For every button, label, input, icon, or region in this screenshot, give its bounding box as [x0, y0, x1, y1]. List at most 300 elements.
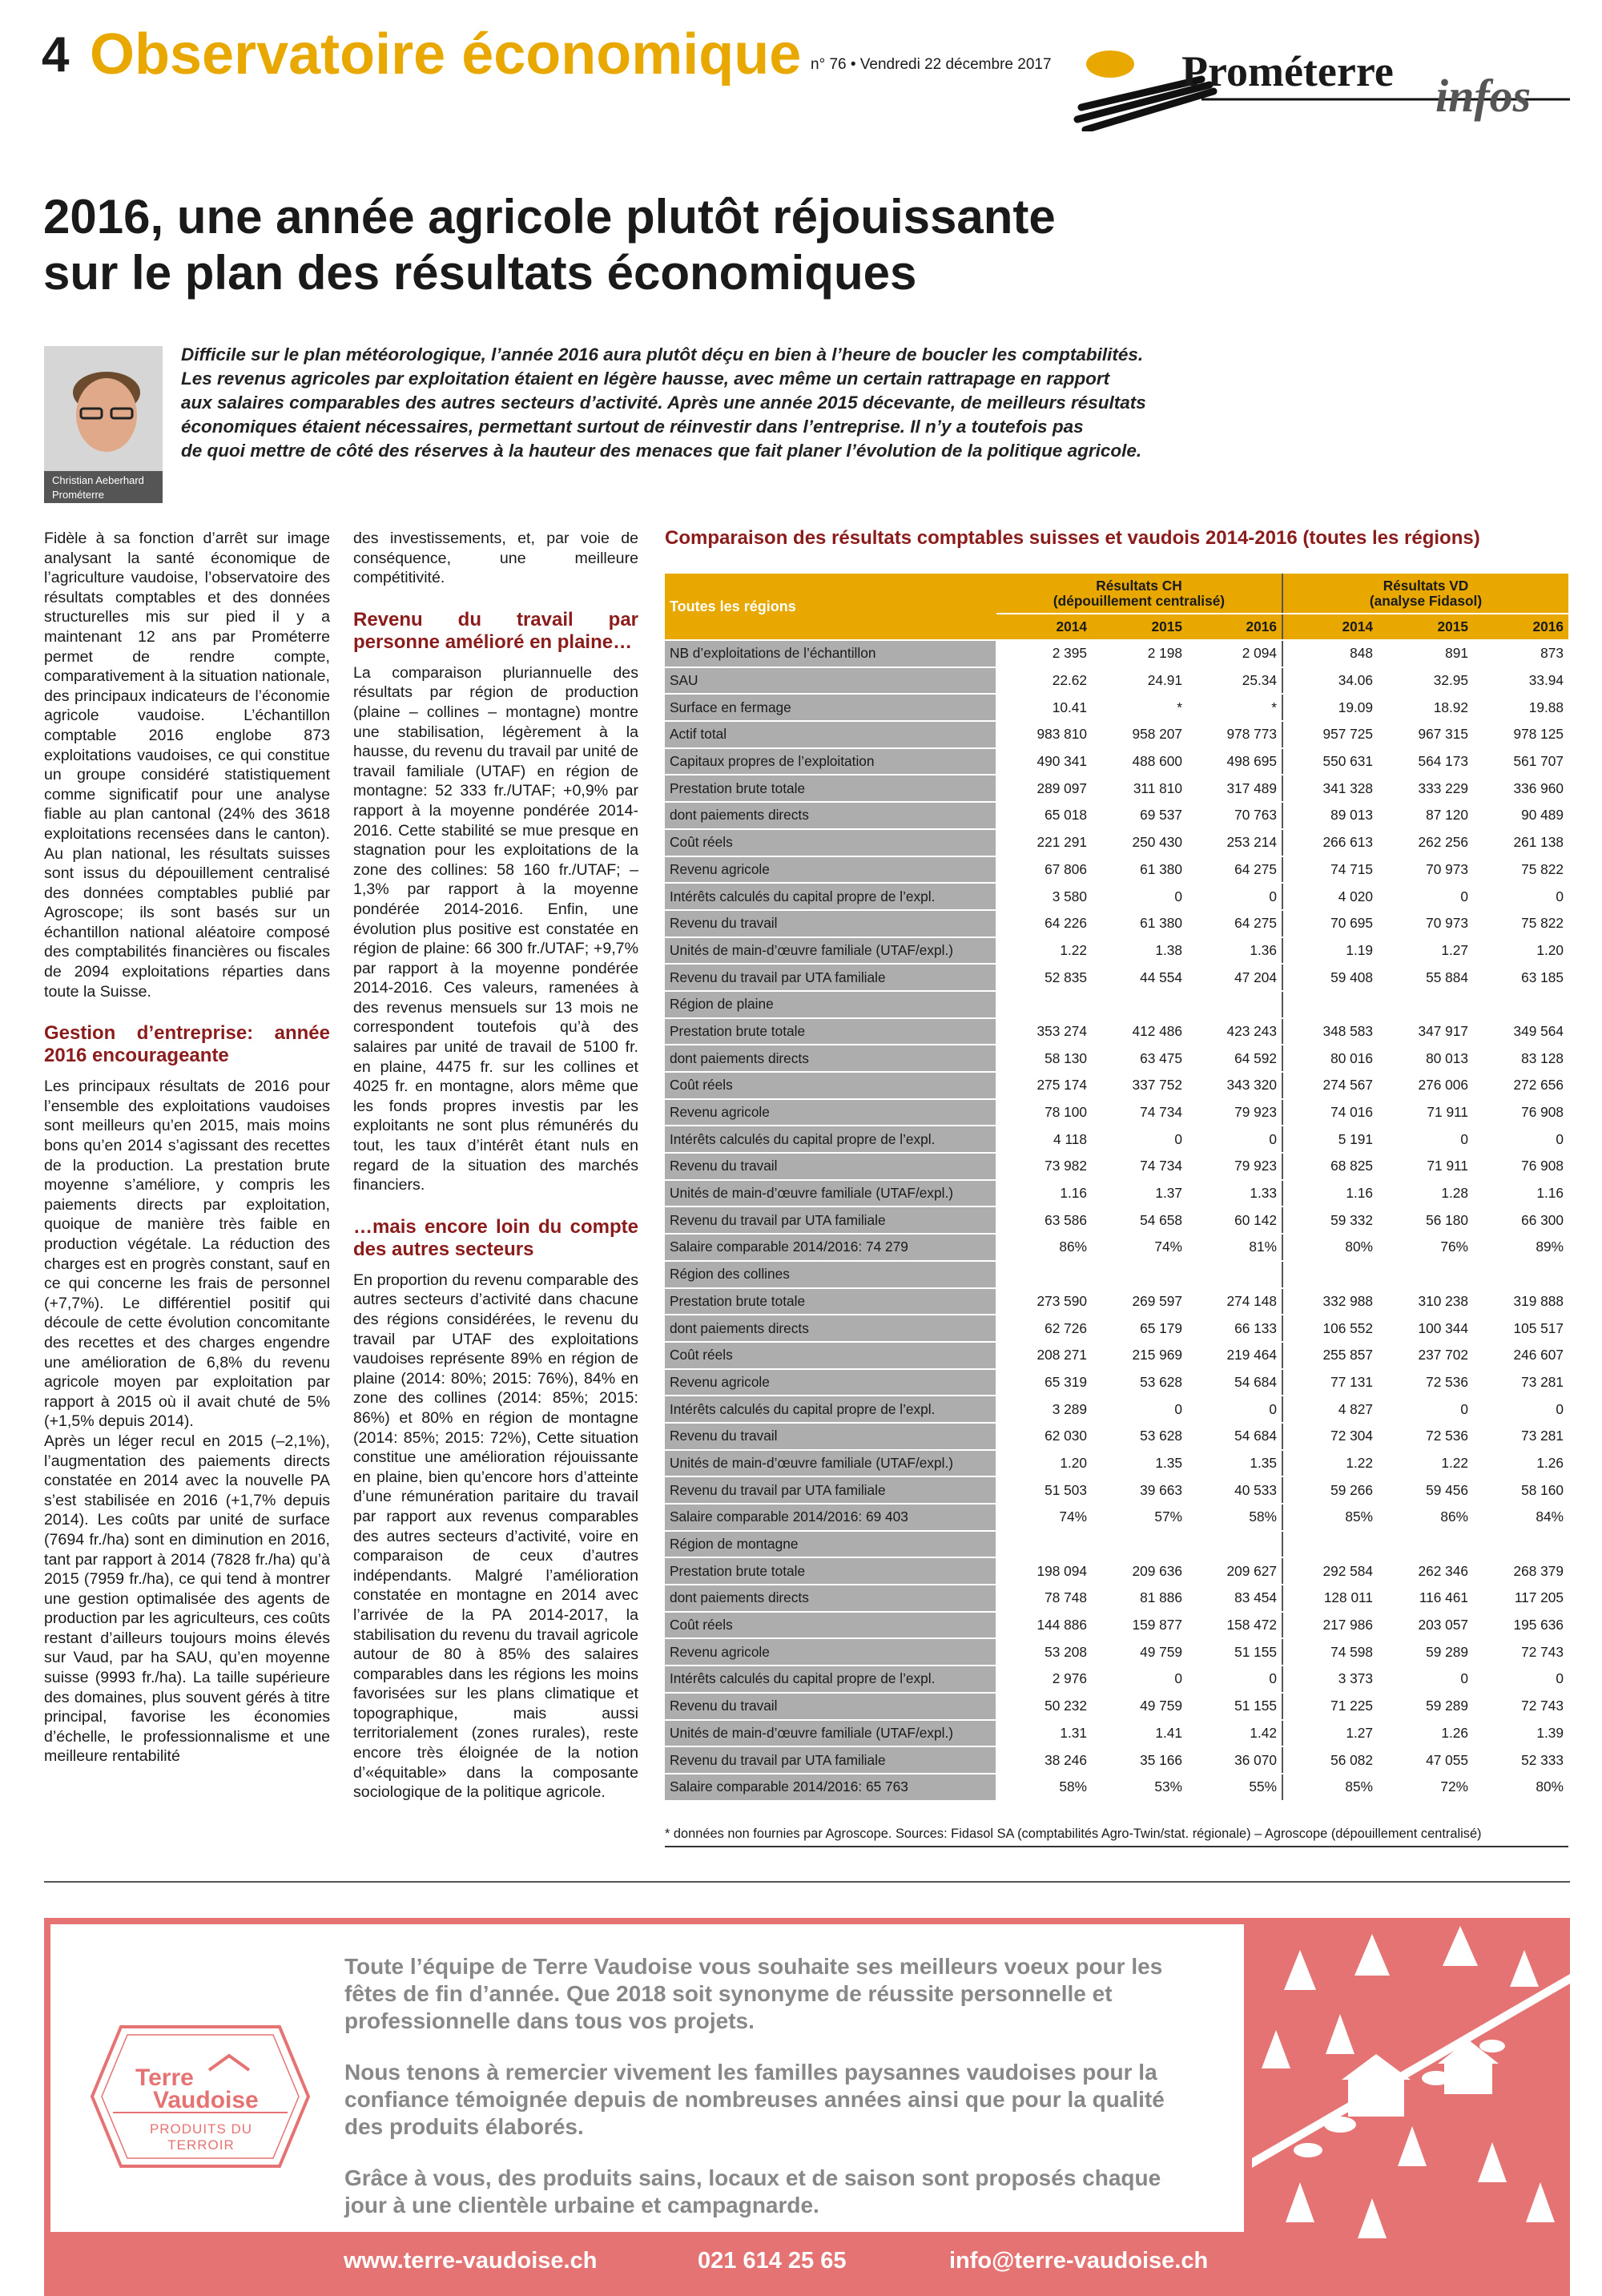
table-cell: 56 180: [1378, 1206, 1473, 1234]
table-cell: 53 208: [996, 1638, 1092, 1666]
group-title: Résultats CH: [1096, 577, 1182, 594]
winter-scene-illustration: [1252, 1918, 1570, 2246]
table-cell: 70 763: [1187, 802, 1282, 829]
table-cell: [996, 1531, 1092, 1558]
table-cell: 1.26: [1473, 1450, 1568, 1477]
table-cell: 343 320: [1187, 1072, 1282, 1099]
table-cell: 1.22: [996, 937, 1092, 965]
table-cell: 978 125: [1473, 721, 1568, 748]
table-cell: 273 590: [996, 1288, 1092, 1315]
row-label: dont paiements directs: [665, 1315, 996, 1342]
table-cell: 1.41: [1092, 1720, 1187, 1747]
table-cell: 61 380: [1092, 856, 1187, 884]
table-cell: 266 613: [1282, 829, 1378, 856]
advertisement: [44, 1918, 1570, 2296]
table-cell: 1.42: [1187, 1720, 1282, 1747]
table-row: [665, 1585, 1568, 1612]
table-cell: 47 204: [1187, 964, 1282, 991]
table-cell: *: [1092, 694, 1187, 721]
table-cell: 0: [1187, 1126, 1282, 1153]
year-header: 2014: [1282, 614, 1378, 640]
table-cell: 33.94: [1473, 667, 1568, 695]
row-label: Coût réels: [665, 829, 996, 856]
table-corner-header: Toutes les régions: [665, 574, 996, 640]
row-label: Salaire comparable 2014/2016: 65 763: [665, 1774, 996, 1801]
table-cell: 34.06: [1282, 667, 1378, 695]
row-label: Prestation brute totale: [665, 1018, 996, 1045]
table-cell: 332 988: [1282, 1288, 1378, 1315]
row-label: dont paiements directs: [665, 1585, 996, 1612]
author-org: Prométerre: [52, 489, 105, 501]
table-cell: 53 628: [1092, 1369, 1187, 1396]
table-cell: 32.95: [1378, 667, 1473, 695]
table-cell: 128 011: [1282, 1585, 1378, 1612]
lead-line: économiques étaient nécessaires, permettant surtout de réinvestir dans l’entreprise. Il n’y a toutefois pas: [181, 417, 1084, 437]
table-row: [665, 775, 1568, 802]
year-header: 2015: [1378, 614, 1473, 640]
table-cell: 317 489: [1187, 775, 1282, 802]
table-cell: 10.41: [996, 694, 1092, 721]
table-cell: 0: [1092, 1396, 1187, 1423]
table-cell: 0: [1187, 1396, 1282, 1423]
table-cell: 2 094: [1187, 640, 1282, 667]
table-cell: 74%: [1092, 1234, 1187, 1261]
row-label: Revenu agricole: [665, 1369, 996, 1396]
table-cell: 564 173: [1378, 748, 1473, 775]
table-cell: 58%: [1187, 1504, 1282, 1531]
table-cell: 2 198: [1092, 640, 1187, 667]
table-cell: 337 752: [1092, 1072, 1187, 1099]
row-label: Revenu agricole: [665, 1099, 996, 1126]
row-label: Revenu agricole: [665, 856, 996, 884]
row-label: Région des collines: [665, 1261, 996, 1288]
table-cell: 86%: [1378, 1504, 1473, 1531]
table-cell: 62 726: [996, 1315, 1092, 1342]
body-paragraph: Les principaux résultats de 2016 pour l’ensemble des exploitations vaudoises sont meilleurs qu’en 2015, mais moins bons qu’en 2014 s’agissant des recettes de la production. La prestation brute moyenne s’améliore, y compris les paiements directs par exploitation, quoique de manière très faible en production végétale. La réduction des charges est en progrès constant, sauf en ce qui concerne les frais de personnel (+7,7%). Le différentiel positif qui découle de cette évolution concomitante des recettes et des charges engendre une amélioration de 6,8% du revenu agricole moyen par exploitation par rapport à 2015 où il avait chuté de 5% (+1,5% depuis 2014).: [44, 1078, 330, 1431]
table-cell: 78 100: [996, 1099, 1092, 1126]
table-cell: 3 580: [996, 883, 1092, 910]
year-header: 2015: [1092, 614, 1187, 640]
table-cell: 255 857: [1282, 1342, 1378, 1369]
table-cell: 5 191: [1282, 1126, 1378, 1153]
table-row: [665, 1504, 1568, 1531]
table-cell: 79 923: [1187, 1153, 1282, 1180]
row-label: Coût réels: [665, 1612, 996, 1639]
table-cell: 74 715: [1282, 856, 1378, 884]
table-row: [665, 1045, 1568, 1072]
table-cell: 58%: [996, 1774, 1092, 1801]
table-cell: 209 627: [1187, 1557, 1282, 1585]
table-cell: 423 243: [1187, 1018, 1282, 1045]
article-column-1: [44, 529, 330, 1766]
row-label: Prestation brute totale: [665, 1288, 996, 1315]
table-header-row: [665, 574, 1568, 614]
table-row: [665, 802, 1568, 829]
table-cell: 67 806: [996, 856, 1092, 884]
table-cell: 53 628: [1092, 1423, 1187, 1450]
row-label: Intérêts calculés du capital propre de l’expl.: [665, 1666, 996, 1693]
table-cell: [996, 1261, 1092, 1288]
table-cell: 0: [1378, 1666, 1473, 1693]
table-cell: [996, 991, 1092, 1018]
table-cell: 69 537: [1092, 802, 1187, 829]
table-cell: 55%: [1187, 1774, 1282, 1801]
table-cell: 261 138: [1473, 829, 1568, 856]
row-label: Région de montagne: [665, 1531, 996, 1558]
lead-paragraph: [181, 343, 1246, 463]
table-cell: 35 166: [1092, 1746, 1187, 1774]
table-cell: 55 884: [1378, 964, 1473, 991]
table-cell: 1.36: [1187, 937, 1282, 965]
ad-message: [344, 1953, 1202, 2243]
body-paragraph: Fidèle à sa fonction d’arrêt sur image analysant la santé économique de l’agriculture vaudoise, l’observatoire des résultats comptables et des données structurelles mis sur pied il y a maintenant 12 ans par Prométerre permet de rendre compte, comparativement à la situation nationale, des principaux indicateurs de l’économie agricole vaudoise. L’échantillon comptable 2016 englobe 873 exploitations vaudoises, ce qui constitue un groupe considéré statistiquement comme significatif pour une analyse fiable au plan cantonal (24% des 3618 exploitations recensées dans le canton). Au plan national, les résultats suisses sont issus du dépouillement centralisé des données comptables publié par Agroscope; ils sont basés sur un échantillon national aléatoire composé des comptabilités financières ou fiscales de 2094 exploitations réparties dans toute la Suisse.: [44, 530, 330, 1001]
table-cell: [1187, 1261, 1282, 1288]
table-cell: 19.88: [1473, 694, 1568, 721]
table-cell: [1092, 1261, 1187, 1288]
lead-line: de quoi mettre de côté des réserves à la hauteur des menaces que fait planer l’évolution de la politique agricole.: [181, 441, 1142, 461]
table-cell: 262 256: [1378, 829, 1473, 856]
table-cell: 311 810: [1092, 775, 1187, 802]
table-cell: 0: [1092, 883, 1187, 910]
table-cell: 1.16: [996, 1180, 1092, 1207]
table-cell: 498 695: [1187, 748, 1282, 775]
table-row: [665, 1126, 1568, 1153]
table-cell: 54 658: [1092, 1206, 1187, 1234]
table-cell: 72 743: [1473, 1693, 1568, 1720]
table-row: [665, 883, 1568, 910]
table-cell: 4 020: [1282, 883, 1378, 910]
table-row: [665, 1206, 1568, 1234]
table-cell: 0: [1378, 883, 1473, 910]
table-cell: 49 759: [1092, 1693, 1187, 1720]
table-row: [665, 1612, 1568, 1639]
row-label: Surface en fermage: [665, 694, 996, 721]
group-subtitle: (dépouillement centralisé): [1053, 592, 1226, 609]
table-cell: 60 142: [1187, 1206, 1282, 1234]
table-cell: 2 976: [996, 1666, 1092, 1693]
table-cell: 1.35: [1187, 1450, 1282, 1477]
table-cell: 1.38: [1092, 937, 1187, 965]
row-label: Revenu du travail par UTA familiale: [665, 1476, 996, 1504]
table-row: [665, 1557, 1568, 1585]
table-row: [665, 667, 1568, 695]
table-cell: 71 911: [1378, 1153, 1473, 1180]
table-cell: [1092, 991, 1187, 1018]
divider: [44, 1881, 1570, 1883]
row-label: Unités de main-d’œuvre familiale (UTAF/expl.): [665, 1450, 996, 1477]
headline: [43, 189, 1165, 301]
table-cell: 77 131: [1282, 1369, 1378, 1396]
table-cell: 74 598: [1282, 1638, 1378, 1666]
row-label: Revenu du travail: [665, 1423, 996, 1450]
table-cell: 83 128: [1473, 1045, 1568, 1072]
table-row: [665, 694, 1568, 721]
table-row: [665, 1450, 1568, 1477]
table-cell: 70 973: [1378, 910, 1473, 937]
table-row: [665, 1693, 1568, 1720]
table-cell: 341 328: [1282, 775, 1378, 802]
table-cell: 72 536: [1378, 1423, 1473, 1450]
row-label: dont paiements directs: [665, 802, 996, 829]
table-cell: [1378, 1531, 1473, 1558]
table-cell: 0: [1092, 1126, 1187, 1153]
table-cell: 72 536: [1378, 1369, 1473, 1396]
table-cell: 488 600: [1092, 748, 1187, 775]
table-cell: 1.20: [1473, 937, 1568, 965]
lead-line: Les revenus agricoles par exploitation étaient en légère hausse, avec même un certain rattrapage en rapport: [181, 369, 1110, 389]
row-label: Coût réels: [665, 1072, 996, 1099]
table-cell: 292 584: [1282, 1557, 1378, 1585]
table-cell: 958 207: [1092, 721, 1187, 748]
table-row: [665, 1476, 1568, 1504]
table-cell: 3 373: [1282, 1666, 1378, 1693]
table-cell: 80%: [1282, 1234, 1378, 1261]
table-row: [665, 748, 1568, 775]
table-cell: 2 395: [996, 640, 1092, 667]
table-cell: 333 229: [1378, 775, 1473, 802]
table-cell: 1.16: [1282, 1180, 1378, 1207]
table-cell: 873: [1473, 640, 1568, 667]
table-cell: 39 663: [1092, 1476, 1187, 1504]
badge-tagline: PRODUITS DU TERROIR: [149, 2121, 253, 2153]
group-header-vd: [1282, 574, 1568, 614]
table-cell: 75 822: [1473, 856, 1568, 884]
table-cell: 63 586: [996, 1206, 1092, 1234]
table-cell: 70 695: [1282, 910, 1378, 937]
table-cell: 1.27: [1282, 1720, 1378, 1747]
table-cell: 58 160: [1473, 1476, 1568, 1504]
author-name: Christian Aeberhard: [52, 474, 144, 486]
table-cell: 64 275: [1187, 856, 1282, 884]
table-cell: 1.19: [1282, 937, 1378, 965]
table-cell: 85%: [1282, 1504, 1378, 1531]
table-cell: [1187, 1531, 1282, 1558]
table-cell: 0: [1473, 883, 1568, 910]
table-cell: 74 734: [1092, 1153, 1187, 1180]
table-cell: 195 636: [1473, 1612, 1568, 1639]
table-cell: 203 057: [1378, 1612, 1473, 1639]
table-cell: 967 315: [1378, 721, 1473, 748]
body-paragraph: En proportion du revenu comparable des autres secteurs d’activité dans chacune des régions considérées, le revenu du travail par UTAF des exploitations vaudoises représente 89% en région de plaine (2014: 80%; 2015: 76%), 84% en zone des collines (2014: 85%; 2015: 86%) et 80% en région de montagne (2014: 85%; 2015: 72%), Cette situation constitue une amélioration réjouissante en plaine, bien qu’encore hors d’atteinte d’une rémunération paritaire du travail par rapport aux revenus comparables des autres secteurs d’activité, voire en comparaison de ceux d’autres indépendants. Malgré l’amélioration constatée en montagne en 2014 avec l’arrivée de la PA 2014-2017, la stabilisation du revenu du travail agricole autour de 80 à 85% des salaires comparables dans les régions les moins favorisées sur les plans climatique et topographique, mais aussi territorialement (zones rurales), reste encore très éloignée de la notion d’«équitable» dans la composante sociologique de la politique agricole.: [353, 1271, 638, 1802]
table-cell: 198 094: [996, 1557, 1092, 1585]
row-label: Revenu du travail: [665, 1153, 996, 1180]
table-cell: 0: [1187, 883, 1282, 910]
subheading: Revenu du travail par personne amélioré en plaine…: [353, 608, 638, 653]
body-paragraph: des investissements, et, par voie de conséquence, une meilleure compétitivité.: [353, 530, 638, 587]
table-cell: 0: [1473, 1126, 1568, 1153]
table-cell: 59 266: [1282, 1476, 1378, 1504]
table-cell: 274 148: [1187, 1288, 1282, 1315]
table-cell: 63 185: [1473, 964, 1568, 991]
table-cell: 268 379: [1473, 1557, 1568, 1585]
row-label: Unités de main-d’œuvre familiale (UTAF/expl.): [665, 1720, 996, 1747]
table-cell: 1.27: [1378, 937, 1473, 965]
table-cell: 53%: [1092, 1774, 1187, 1801]
table-cell: 246 607: [1473, 1342, 1568, 1369]
table-cell: 65 018: [996, 802, 1092, 829]
table-cell: 0: [1473, 1396, 1568, 1423]
year-header: 2016: [1473, 614, 1568, 640]
group-title: Résultats VD: [1383, 577, 1469, 594]
table-cell: 59 332: [1282, 1206, 1378, 1234]
table-cell: 73 982: [996, 1153, 1092, 1180]
table-row: [665, 1720, 1568, 1747]
ad-email-link[interactable]: info@terre-vaudoise.ch: [949, 2248, 1209, 2274]
row-label: Revenu agricole: [665, 1638, 996, 1666]
table-cell: 47 055: [1378, 1746, 1473, 1774]
table-cell: 1.22: [1378, 1450, 1473, 1477]
table-cell: 4 827: [1282, 1396, 1378, 1423]
table-cell: 66 133: [1187, 1315, 1282, 1342]
table-cell: 76%: [1378, 1234, 1473, 1261]
row-label: Revenu du travail: [665, 1693, 996, 1720]
table-row: [665, 964, 1568, 991]
table-cell: 4 118: [996, 1126, 1092, 1153]
table-cell: 106 552: [1282, 1315, 1378, 1342]
table-cell: 848: [1282, 640, 1378, 667]
table-cell: 1.16: [1473, 1180, 1568, 1207]
table-cell: 72 304: [1282, 1423, 1378, 1450]
table-cell: 76 908: [1473, 1153, 1568, 1180]
table-cell: 209 636: [1092, 1557, 1187, 1585]
table-cell: 44 554: [1092, 964, 1187, 991]
table-cell: *: [1187, 694, 1282, 721]
page-number: 4: [42, 27, 70, 83]
table-cell: 957 725: [1282, 721, 1378, 748]
row-label: Région de plaine: [665, 991, 996, 1018]
ad-phone[interactable]: 021 614 25 65: [698, 2248, 847, 2274]
table-cell: 51 155: [1187, 1638, 1282, 1666]
table-cell: 347 917: [1378, 1018, 1473, 1045]
table-cell: 80 013: [1378, 1045, 1473, 1072]
table-cell: 70 973: [1378, 856, 1473, 884]
subheading: …mais encore loin du compte des autres secteurs: [353, 1215, 638, 1260]
table-cell: 250 430: [1092, 829, 1187, 856]
table-row: [665, 937, 1568, 965]
table-row: [665, 1072, 1568, 1099]
headline-line-1: 2016, une année agricole plutôt réjouissante: [43, 190, 1056, 244]
table-cell: 348 583: [1282, 1018, 1378, 1045]
table-cell: 83 454: [1187, 1585, 1282, 1612]
table-cell: 24.91: [1092, 667, 1187, 695]
table-cell: 73 281: [1473, 1423, 1568, 1450]
badge-brand: [121, 2064, 281, 2113]
table-cell: 36 070: [1187, 1746, 1282, 1774]
row-label: Capitaux propres de l’exploitation: [665, 748, 996, 775]
table-cell: [1378, 991, 1473, 1018]
table-cell: 978 773: [1187, 721, 1282, 748]
table-cell: 349 564: [1473, 1018, 1568, 1045]
table-cell: [1473, 1531, 1568, 1558]
table-cell: 52 333: [1473, 1746, 1568, 1774]
headline-line-2: sur le plan des résultats économiques: [43, 246, 917, 300]
table-cell: 80 016: [1282, 1045, 1378, 1072]
table-cell: 54 684: [1187, 1423, 1282, 1450]
table-cell: 289 097: [996, 775, 1092, 802]
divider: [665, 1846, 1568, 1847]
row-label: Revenu du travail par UTA familiale: [665, 964, 996, 991]
row-label: Revenu du travail: [665, 910, 996, 937]
row-label: Prestation brute totale: [665, 775, 996, 802]
table-cell: 80%: [1473, 1774, 1568, 1801]
ad-paragraph: Nous tenons à remercier vivement les familles paysannes vaudoises pour la confiance témoignée depuis de nombreuses années ainsi que pour la qualité des produits élaborés.: [344, 2060, 1165, 2139]
table-cell: 87 120: [1378, 802, 1473, 829]
table-cell: 275 174: [996, 1072, 1092, 1099]
row-label: Intérêts calculés du capital propre de l’expl.: [665, 1126, 996, 1153]
table-cell: 75 822: [1473, 910, 1568, 937]
table-cell: 73 281: [1473, 1369, 1568, 1396]
issue-date: n° 76 • Vendredi 22 décembre 2017: [811, 56, 1052, 73]
table-cell: 74 016: [1282, 1099, 1378, 1126]
row-label: Salaire comparable 2014/2016: 74 279: [665, 1234, 996, 1261]
table-cell: 158 472: [1187, 1612, 1282, 1639]
table-cell: 0: [1092, 1666, 1187, 1693]
table-cell: 117 205: [1473, 1585, 1568, 1612]
table-cell: [1473, 991, 1568, 1018]
table-cell: 1.33: [1187, 1180, 1282, 1207]
table-cell: 38 246: [996, 1746, 1092, 1774]
table-cell: 550 631: [1282, 748, 1378, 775]
results-table: [665, 574, 1568, 1802]
table-section-row: [665, 991, 1568, 1018]
table-cell: 62 030: [996, 1423, 1092, 1450]
row-label: Intérêts calculés du capital propre de l’expl.: [665, 883, 996, 910]
table-cell: 100 344: [1378, 1315, 1473, 1342]
logo-infos: infos: [1435, 70, 1532, 122]
prometerre-logo: [1073, 35, 1570, 131]
row-label: Actif total: [665, 721, 996, 748]
table-cell: 50 232: [996, 1693, 1092, 1720]
section-title: Observatoire économique: [90, 22, 802, 87]
table-cell: 561 707: [1473, 748, 1568, 775]
table-row: [665, 1774, 1568, 1801]
badge-line1: Terre: [135, 2064, 194, 2091]
table-cell: 144 886: [996, 1612, 1092, 1639]
table-row: [665, 1153, 1568, 1180]
ad-website-link[interactable]: www.terre-vaudoise.ch: [344, 2248, 598, 2274]
table-cell: 1.26: [1378, 1720, 1473, 1747]
group-subtitle: (analyse Fidasol): [1369, 592, 1483, 609]
table-cell: 1.28: [1378, 1180, 1473, 1207]
table-cell: 221 291: [996, 829, 1092, 856]
table-cell: 51 503: [996, 1476, 1092, 1504]
row-label: Salaire comparable 2014/2016: 69 403: [665, 1504, 996, 1531]
table-cell: 76 908: [1473, 1099, 1568, 1126]
table-cell: 61 380: [1092, 910, 1187, 937]
table-cell: 59 408: [1282, 964, 1378, 991]
row-label: Unités de main-d’œuvre familiale (UTAF/expl.): [665, 937, 996, 965]
table-cell: 65 319: [996, 1369, 1092, 1396]
table-cell: 84%: [1473, 1504, 1568, 1531]
table-cell: 336 960: [1473, 775, 1568, 802]
table-cell: 72%: [1378, 1774, 1473, 1801]
table-cell: 89%: [1473, 1234, 1568, 1261]
table-cell: 253 214: [1187, 829, 1282, 856]
table-cell: 85%: [1282, 1774, 1378, 1801]
table-cell: [1092, 1531, 1187, 1558]
table-cell: [1282, 1531, 1378, 1558]
row-label: Coût réels: [665, 1342, 996, 1369]
table-cell: 86%: [996, 1234, 1092, 1261]
row-label: Prestation brute totale: [665, 1557, 996, 1585]
table-row: [665, 1099, 1568, 1126]
table-cell: 72 743: [1473, 1638, 1568, 1666]
table-cell: 59 456: [1378, 1476, 1473, 1504]
table-section-row: [665, 1531, 1568, 1558]
row-label: NB d’exploitations de l’échantillon: [665, 640, 996, 667]
table-cell: 25.34: [1187, 667, 1282, 695]
body-paragraph: La comparaison pluriannuelle des résultats par région de production (plaine – collines – montagne) montre une stabilisation, légèrement à la hausse, du revenu du travail par unité de travail familiale (UTAF) en région de montagne: 52 333 fr./UTAF; +0,9% par rapport à la moyenne pondérée 2014-2016. Cette stabilité se mue presque en stagnation pour les exploitations de la zone des collines: 58 160 fr./UTAF; –1,3% par rapport à la moyenne pondérée 2014-2016. Enfin, une évolution plus positive est constatée en région de plaine: 66 300 fr./UTAF; +9,7% par rapport à la moyenne pondérée 2014-2016. Ces valeurs, ramenées à des revenus mensuels sur 13 mois ne correspondent toutefois qu’à des salaires par unité de travail de 5100 fr. en plaine, 4475 fr. sur les collines et 4025 fr. en montagne, alors même que les fonds propres investis par les exploitants ne sont plus rémunérés du tout, les taux d’intérêt étant nuls en regard de la situation des marchés financiers.: [353, 663, 638, 1194]
